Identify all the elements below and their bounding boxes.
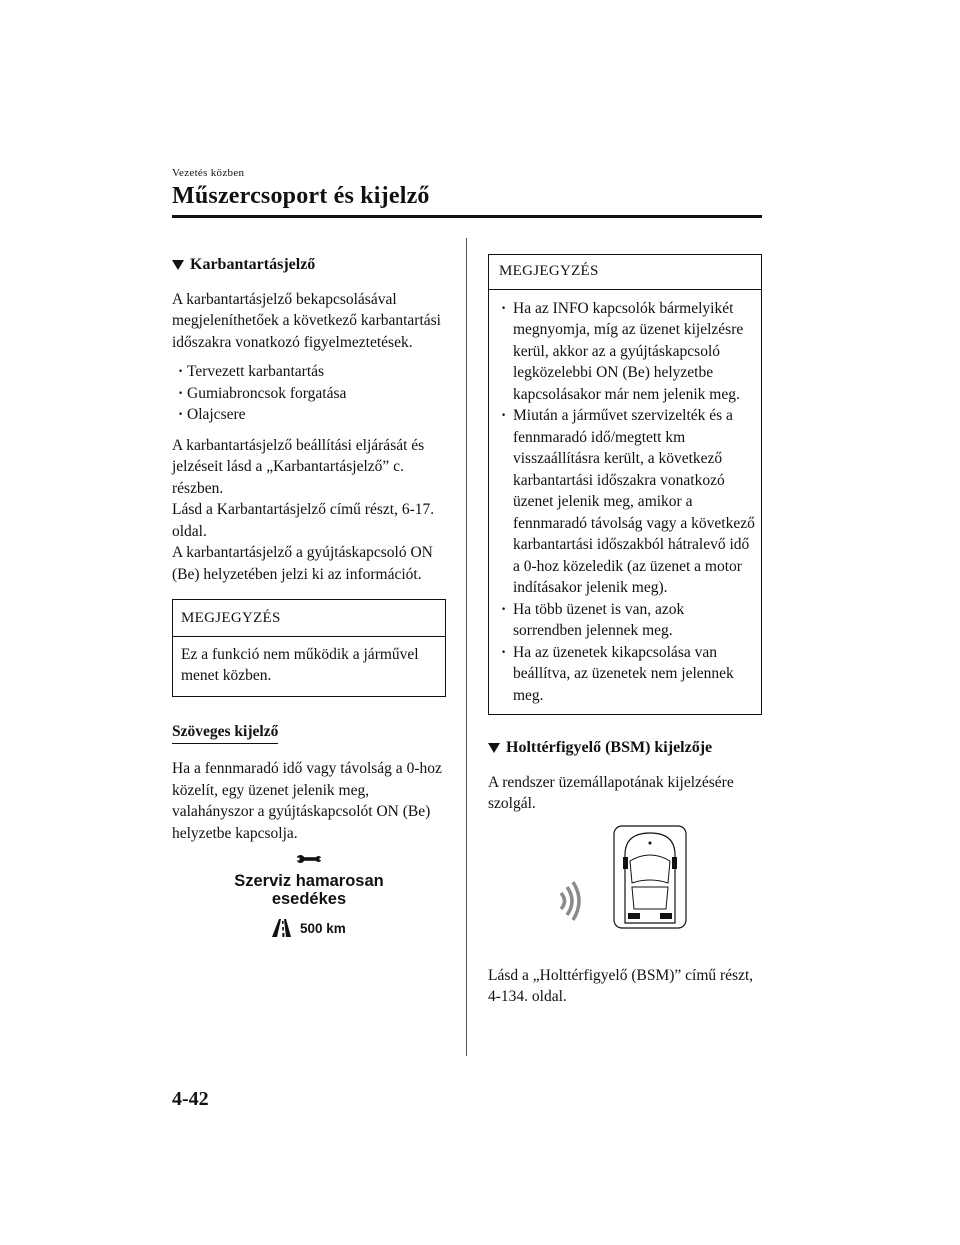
right-column	[488, 254, 762, 1016]
distance-value: 500 km	[300, 921, 346, 936]
service-message-figure	[172, 852, 446, 942]
left-column	[172, 254, 446, 942]
bsm-reference: Lásd a „Holttérfigyelő (BSM)” című részt, 4-134. oldal.	[488, 966, 754, 1005]
triangle-marker-icon	[172, 260, 184, 270]
list-item: · Olajcsere	[172, 404, 446, 426]
note-bullet-list	[493, 298, 755, 707]
maintenance-list	[172, 361, 446, 426]
note-box-2	[488, 254, 762, 715]
note-box-1	[172, 599, 446, 697]
note-heading: MEGJEGYZÉS	[489, 255, 761, 290]
maintenance-para-4: A karbantartásjelző a gyújtáskapcsoló ON (Be) helyzetében jelzi ki az információt.	[172, 544, 433, 583]
wrench-icon	[296, 852, 322, 866]
running-head: Vezetés közben	[172, 167, 245, 179]
triangle-marker-icon	[488, 743, 500, 753]
service-message-text: Szerviz hamarosan esedékes	[234, 872, 384, 908]
list-item: · Ha az üzenetek kikapcsolása van beállítva, az üzenetek nem jelennek meg.	[493, 642, 755, 707]
bsm-description: A rendszer üzemállapotának kijelzésére szolgál.	[488, 773, 734, 812]
page-number: 4-42	[172, 1088, 209, 1110]
maintenance-para-2: A karbantartásjelző beállítási eljárását és jelzéseit lásd a „Karbantartásjelző” c. részben.	[172, 436, 425, 497]
note-heading: MEGJEGYZÉS	[173, 600, 445, 637]
note-text: Ez a funkció nem működik a járművel menet közben.	[181, 645, 419, 684]
section-heading-maintenance: Karbantartásjelző	[172, 254, 446, 276]
car-top-view-icon	[613, 825, 687, 929]
title-rule	[172, 215, 762, 218]
list-item: · Ha az INFO kapcsolók bármelyikét megnyomja, míg az üzenet kijelzésre kerül, akkor az a gyújtáskapcsoló legközelebbi ON (Be) helyzetbe kapcsolásakor már nem jelenik meg.	[493, 298, 755, 406]
bsm-figure	[488, 825, 762, 965]
subsection-heading-text-display: Szöveges kijelző	[172, 721, 278, 745]
list-item: · Gumiabroncsok forgatása	[172, 383, 446, 405]
list-item: · Tervezett karbantartás	[172, 361, 446, 383]
bsm-wave-icon	[558, 881, 586, 921]
maintenance-para-3: Lásd a Karbantartásjelző című részt, 6-17. oldal.	[172, 501, 435, 540]
text-display-description: Ha a fennmaradó idő vagy távolság a 0-hoz közelít, egy üzenet jelenik meg, valahányszor a gyújtáskapcsolót ON (Be) helyzetbe kapcsolja.	[172, 760, 442, 842]
page-title: Műszercsoport és kijelző	[172, 183, 430, 209]
list-item: · Miután a járművet szervizelték és a fennmaradó idő/megtett km visszaállításra került, a következő karbantartási időszakra vonatkozó üzenet jelenik meg, amikor a fennmaradó távolság vagy a következő karbantartási időszakból hátralevő idő a 0-hoz közeledik (az üzenet a motor indításakor jelenik meg).	[493, 405, 755, 599]
road-icon	[266, 917, 296, 939]
column-divider	[466, 238, 467, 1056]
list-item: · Ha több üzenet is van, azok sorrendben jelennek meg.	[493, 599, 755, 642]
section-heading-bsm: Holttérfigyelő (BSM) kijelzője	[488, 737, 762, 759]
maintenance-intro: A karbantartásjelző bekapcsolásával megjeleníthetőek a következő karbantartási időszakra vonatkozó figyelmeztetések.	[172, 290, 441, 351]
